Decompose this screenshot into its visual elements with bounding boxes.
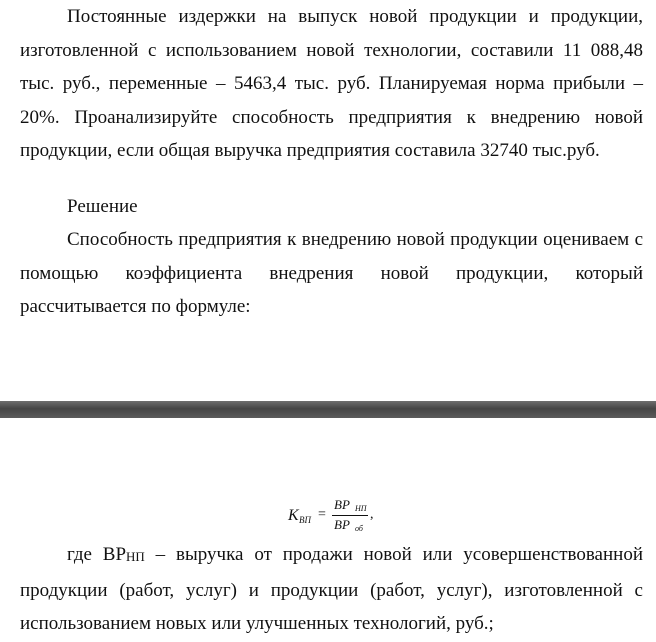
explanation-prefix: где ВР: [67, 544, 127, 565]
explanation-subscript: НП: [126, 549, 145, 564]
formula-numerator: ВР: [334, 497, 350, 512]
formula-lhs: К: [288, 507, 299, 524]
formula-trailing-comma: ,: [370, 507, 374, 522]
problem-statement: Постоянные издержки на выпуск новой продукции и продукции, изготовленной с использованием новой технологии, составили 11 088,48 тыс. руб., переменные – 5463,4 тыс. руб. Планируемая норма прибыли – 20%. Проанализируйте способность предприятия к внедрению новой продукции, если общая выручка предприятия составила 32740 тыс.руб.: [20, 6, 643, 161]
formula-explanation: [20, 538, 643, 641]
formula-denominator-subscript: об: [355, 524, 363, 533]
solution-heading: Решение: [67, 196, 138, 217]
fraction-bar: [332, 515, 368, 516]
coefficient-formula: [288, 497, 388, 533]
page-divider: [0, 401, 656, 418]
formula-lhs-subscript: ВП: [299, 515, 311, 525]
formula-equals: =: [318, 507, 326, 522]
solution-intro: Способность предприятия к внедрению новой продукции оцениваем с помощью коэффициента внедрения новой продукции, который рассчитывается по формуле:: [20, 229, 643, 317]
formula-denominator: ВР: [334, 517, 350, 532]
explanation-rest: – выручка от продажи новой или усовершенствованной продукции (работ, услуг) и продукции (работ, услуг), изготовленной с использованием новых или улучшенных технологий, руб.;: [20, 544, 643, 634]
formula-numerator-subscript: НП: [355, 504, 367, 513]
